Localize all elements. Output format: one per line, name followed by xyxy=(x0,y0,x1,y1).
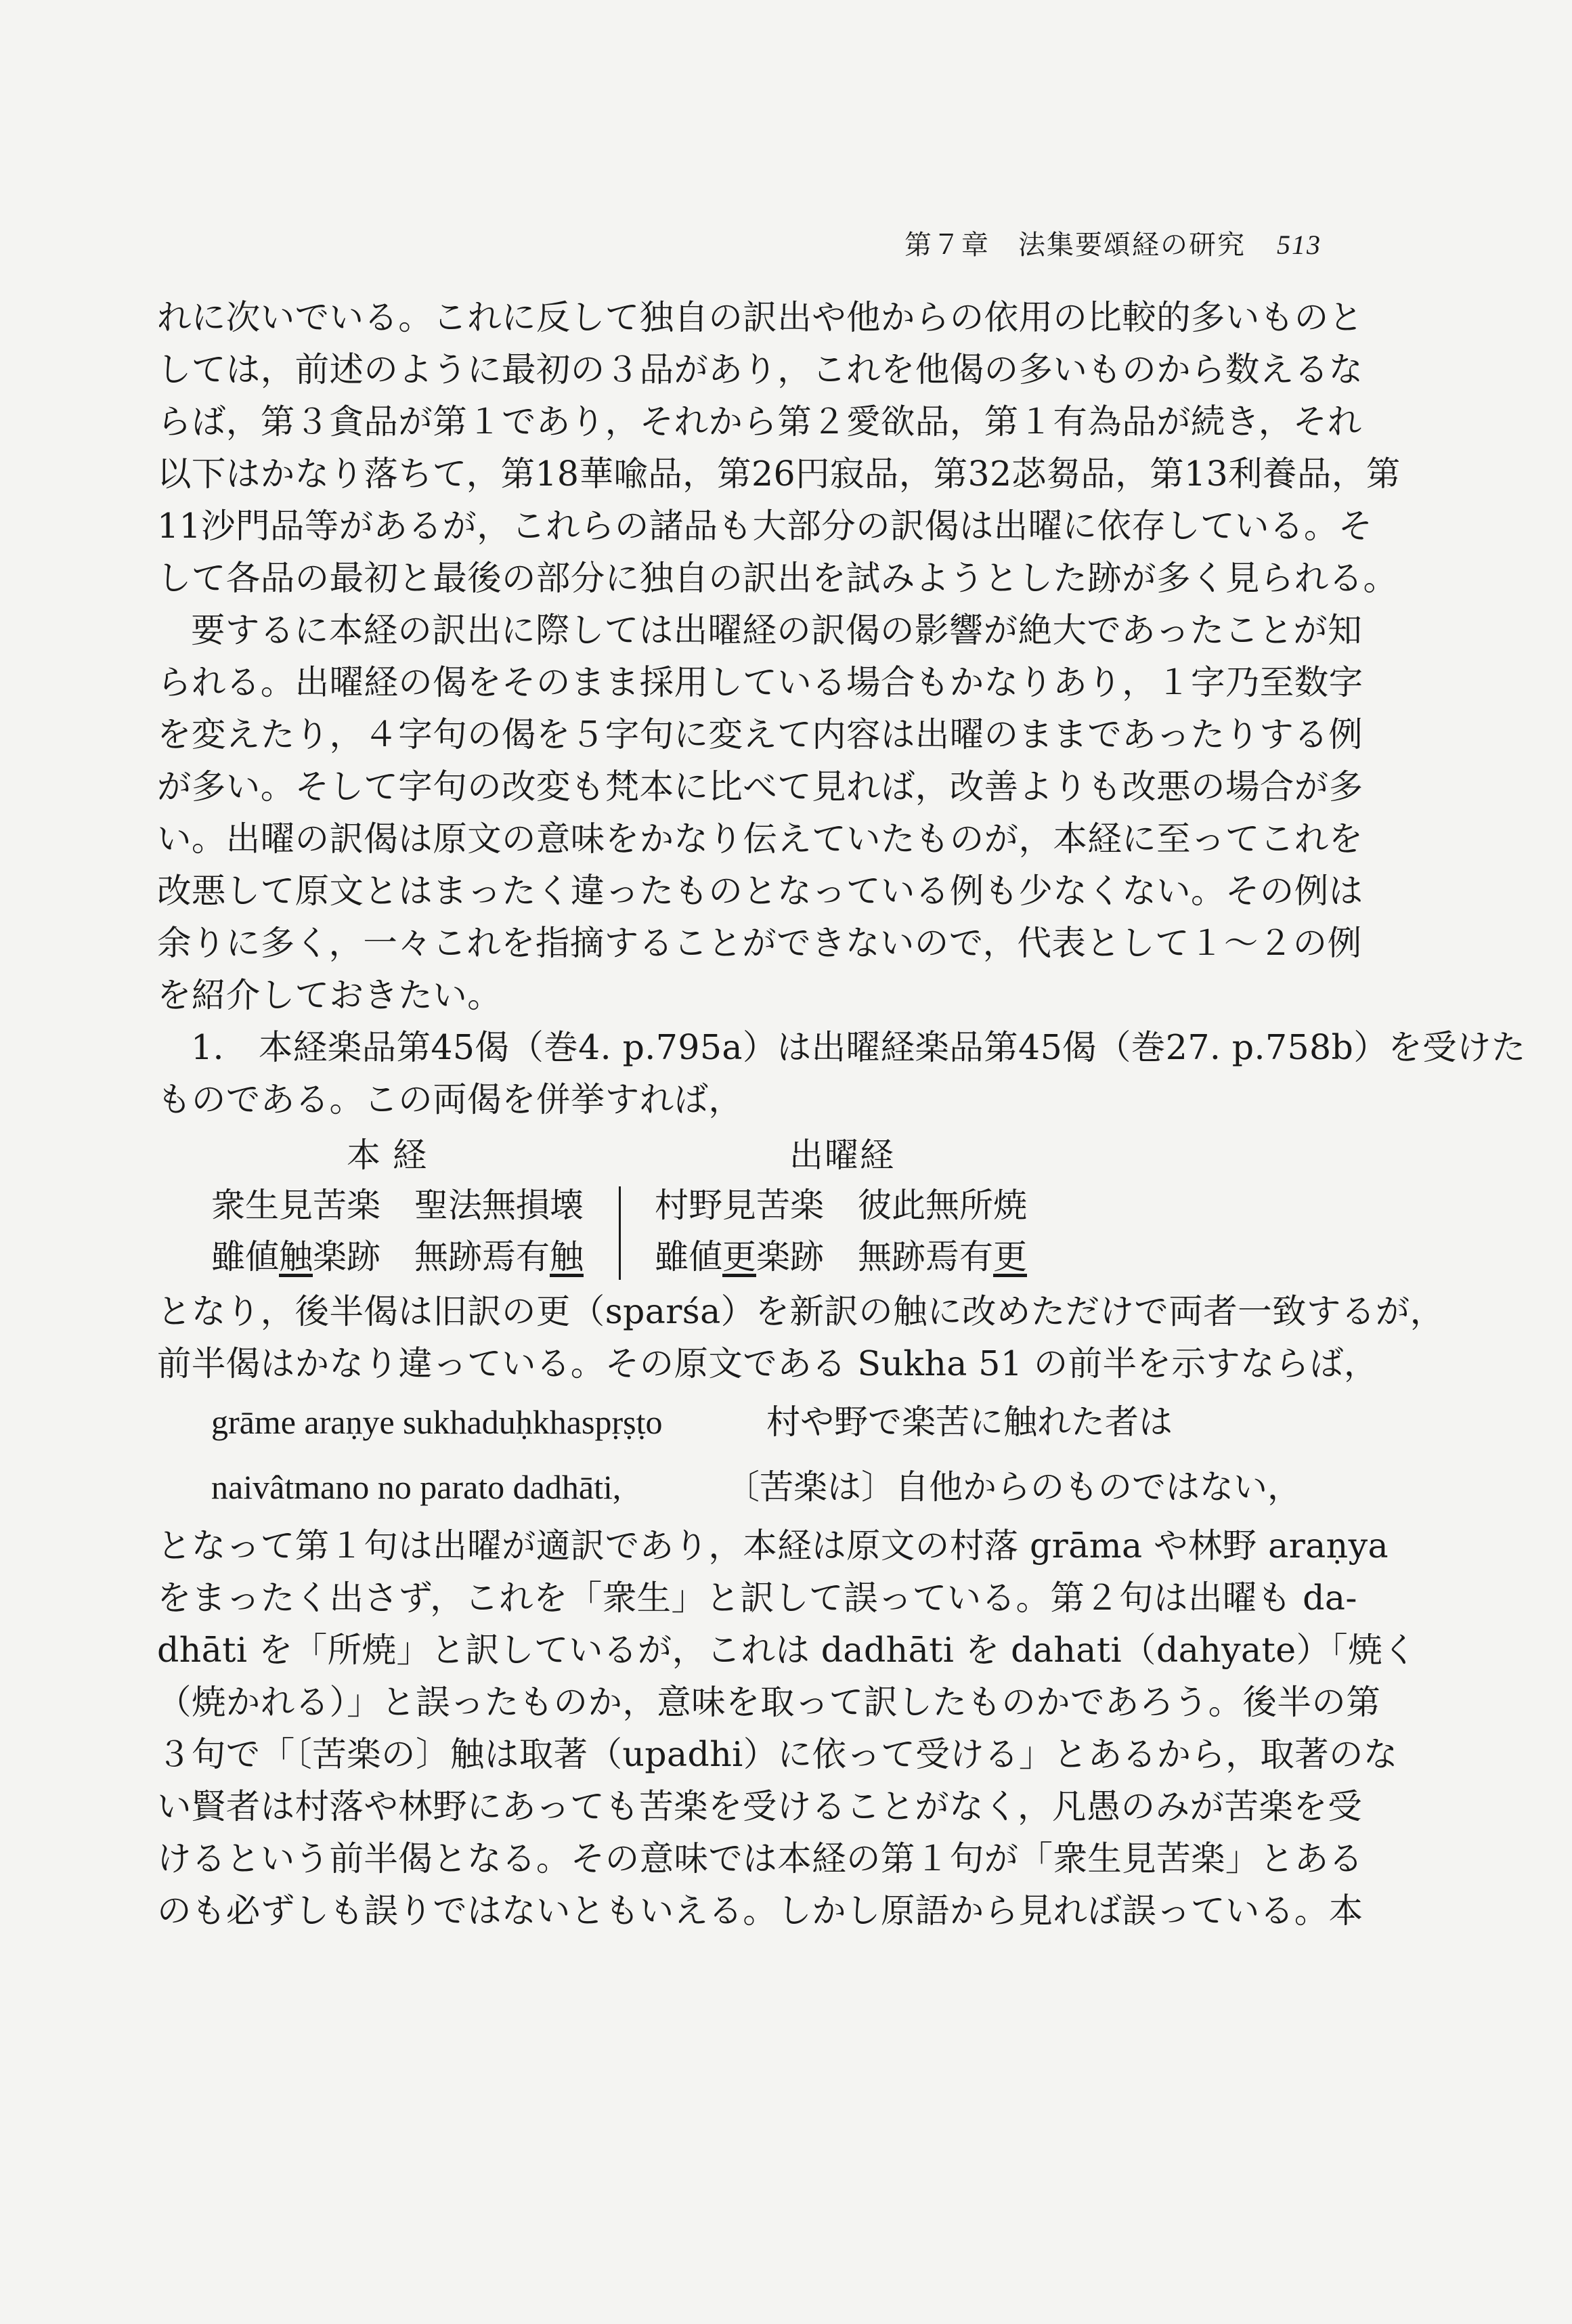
verse-comparison xyxy=(157,1128,1355,1285)
text-line: ものである。この両偈を併挙すれば， xyxy=(157,1079,743,1119)
text-line: 1. 本経楽品第45偈（巻4. p.795a）は出曜経楽品第45偈（巻27. p.758b）を受けた xyxy=(191,1027,1526,1067)
text-line: い。出曜の訳偈は原文の意味をかなり伝えていたものが，本経に至ってこれを xyxy=(157,819,1363,859)
verse-left-column xyxy=(211,1180,584,1283)
japanese-gloss: 村や野で楽苦に触れた者は xyxy=(766,1402,1173,1442)
text-line: して各品の最初と最後の部分に独自の訳出を試みようとした跡が多く見られる。 xyxy=(157,558,1398,598)
body-text xyxy=(157,291,1526,1937)
sanskrit-text: naivâtmano no parato dadhāti, xyxy=(211,1468,621,1506)
text-line: 余りに多く，一々これを指摘することができないので，代表として１～２の例 xyxy=(157,923,1362,963)
text-line: い賢者は村落や林野にあっても苦楽を受けることがなく，凡愚のみが苦楽を受 xyxy=(157,1786,1362,1826)
sanskrit-text: grāme araṇye sukhaduḥkhaspṛṣṭo xyxy=(211,1403,663,1441)
verse-line xyxy=(655,1231,1027,1283)
verse-fragment: 楽跡 無跡焉有 xyxy=(313,1237,550,1276)
verse-right-column xyxy=(655,1180,1027,1283)
underlined-char: 触 xyxy=(279,1237,313,1276)
verse-line: 村野見苦楽 彼此無所焼 xyxy=(655,1186,1027,1225)
verse-heading-hon-kyo: 本経 xyxy=(347,1136,439,1175)
text-line: ３句で「〔苦楽の〕触は取著（upadhi）に依って受ける」とあるから，取著のな xyxy=(157,1734,1398,1774)
verse-line xyxy=(211,1231,584,1283)
column-divider xyxy=(619,1186,621,1280)
paragraph-3 xyxy=(157,1285,1445,1390)
sanskrit-quotation xyxy=(157,1390,1355,1520)
paragraph-4 xyxy=(157,1520,1417,1937)
japanese-gloss: 〔苦楽は〕自他からのものではない， xyxy=(726,1467,1301,1507)
text-line: が多い。そして字句の改変も梵本に比べて見れば，改善よりも改悪の場合が多 xyxy=(157,767,1363,806)
verse-fragment: 楽跡 無跡焉有 xyxy=(756,1237,993,1276)
verse-heading-shutsuyo-kyo: 出曜経 xyxy=(789,1136,895,1175)
text-line: のも必ずしも誤りではないともいえる。しかし原語から見れば誤っている。本 xyxy=(157,1891,1363,1931)
text-line: を紹介しておきたい。 xyxy=(157,975,502,1015)
page-number: 513 xyxy=(1277,230,1322,260)
text-line: らば，第３貪品が第１であり，それから第２愛欲品，第１有為品が続き，それ xyxy=(157,402,1362,442)
text-line: 前半偈はかなり違っている。その原文である Sukha 51 の前半を示すならば， xyxy=(157,1343,1378,1383)
text-line: （焼かれる）」と誤ったものか，意味を取って訳したものかであろう。後半の第 xyxy=(157,1682,1381,1722)
sanskrit-line xyxy=(157,1455,1355,1520)
text-line: られる。出曜経の偈をそのまま採用している場合もかなりあり，１字乃至数字 xyxy=(157,662,1363,702)
underlined-char: 更 xyxy=(993,1237,1027,1276)
text-line: けるという前半偈となる。その意味では本経の第１句が「衆生見苦楽」とある xyxy=(157,1838,1363,1878)
underlined-char: 触 xyxy=(550,1237,584,1276)
text-line: を変えたり，４字句の偈を５字句に変えて内容は出曜のままであったりする例 xyxy=(157,714,1363,754)
text-line: 改悪して原文とはまったく違ったものとなっている例も少なくない。その例は xyxy=(157,871,1363,911)
text-line: 11沙門品等があるが，これらの諸品も大部分の訳偈は出曜に依存している。そ xyxy=(157,506,1373,546)
text-line: 以下はかなり落ちて，第18華喩品，第26円寂品，第32苾芻品，第13利養品，第 xyxy=(157,454,1401,494)
underlined-char: 更 xyxy=(722,1237,756,1276)
text-line: れに次いでいる。これに反して独自の訳出や他からの依用の比較的多いものと xyxy=(157,297,1363,337)
numbered-item-1 xyxy=(157,1021,1526,1125)
text-line: しては，前述のように最初の３品があり，これを他偈の多いものから数えるな xyxy=(157,349,1363,389)
paragraph-1 xyxy=(157,291,1401,604)
verse-line: 衆生見苦楽 聖法無損壊 xyxy=(211,1186,584,1225)
running-header xyxy=(904,223,1322,262)
sanskrit-line xyxy=(157,1390,1355,1455)
chapter-title: 第７章 法集要頌経の研究 xyxy=(904,230,1246,261)
text-line: dhāti を「所焼」と訳しているが，これは dadhāti を dahati（dahyate）「焼く xyxy=(157,1630,1417,1670)
text-line: 要するに本経の訳出に際しては出曜経の訳偈の影響が絶大であったことが知 xyxy=(191,610,1363,650)
text-line: となり，後半偈は旧訳の更（sparśa）を新訳の触に改めただけで両者一致するが， xyxy=(157,1291,1445,1331)
text-line: をまったく出さず，これを「衆生」と訳して誤っている。第２句は出曜も da- xyxy=(157,1578,1357,1618)
paragraph-2 xyxy=(157,604,1363,1021)
verse-fragment: 雖値 xyxy=(655,1237,722,1276)
verse-fragment: 雖値 xyxy=(211,1237,279,1276)
text-line: となって第１句は出曜が適訳であり，本経は原文の村落 grāma や林野 araṇya xyxy=(157,1526,1389,1566)
